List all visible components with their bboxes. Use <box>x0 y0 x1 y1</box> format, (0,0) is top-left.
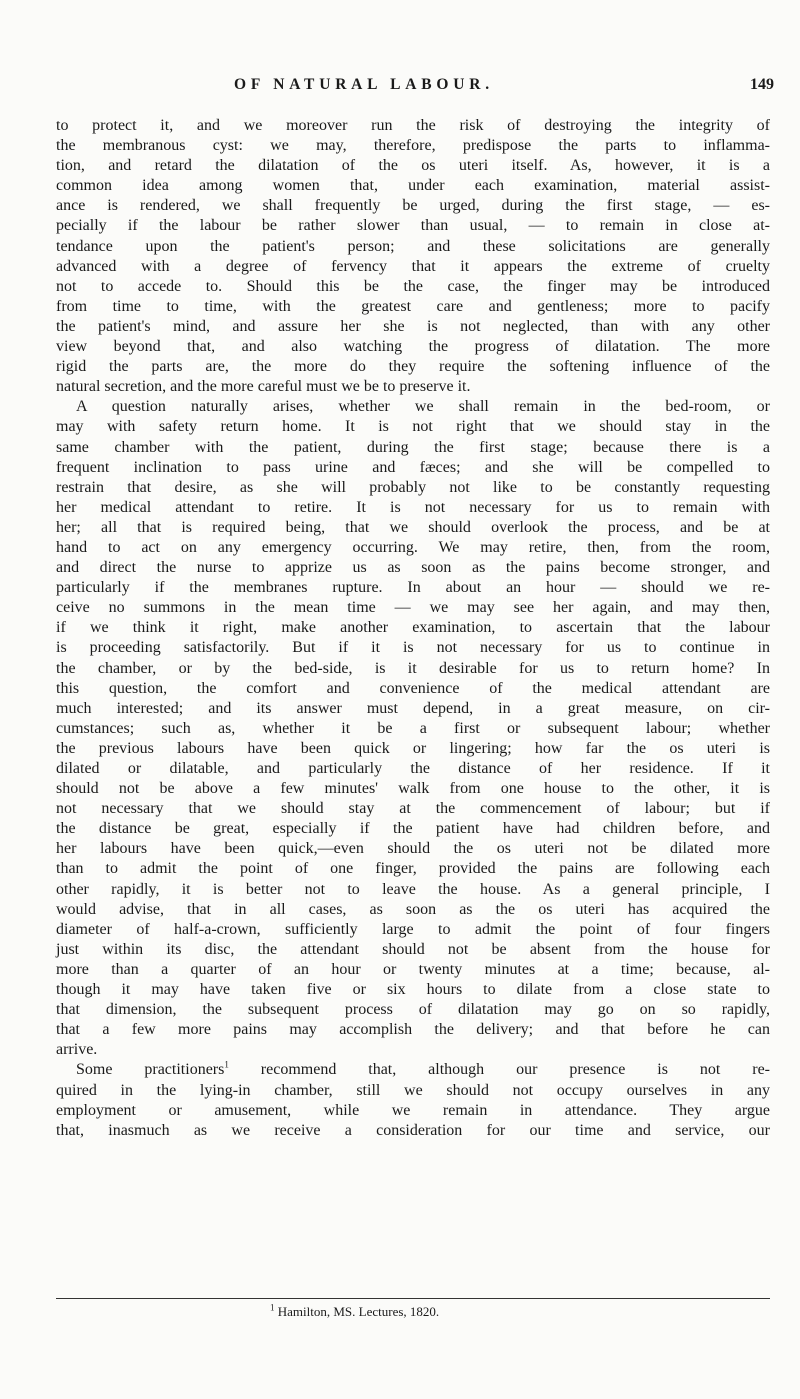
text-line: than to admit the point of one finger, provided the pains are following each <box>56 860 770 878</box>
text-line: and direct the nurse to apprize us as soon as the pains become stronger, and <box>56 559 770 577</box>
text-line: the chamber, or by the bed-side, is it desirable for us to return home? In <box>56 659 770 677</box>
text-line: pecially if the labour be rather slower than usual, — to remain in close at- <box>56 217 770 235</box>
text-line: her labours have been quick,—even should the os uteri not be dilated more <box>56 840 770 858</box>
text-line: advanced with a degree of fervency that it appears the extreme of cruelty <box>56 257 770 275</box>
text-line: the distance be great, especially if the patient have had children before, and <box>56 820 770 838</box>
text-line: rigid the parts are, the more do they require the softening influence of the <box>56 358 770 376</box>
text-line: may with safety return home. It is not right that we should stay in the <box>56 418 770 436</box>
text-line: employment or amusement, while we remain in attendance. They argue <box>56 1101 770 1119</box>
text-line: should not be above a few minutes' walk from one house to the other, it is <box>56 780 770 798</box>
text-line: just within its disc, the attendant should not be absent from the house for <box>56 940 770 958</box>
text-line: her; all that is required being, that we should overlook the process, and be at <box>56 518 770 536</box>
text-line: much interested; and its answer must depend, in a great measure, on cir- <box>56 699 770 717</box>
footnote-text: Hamilton, MS. Lectures, 1820. <box>274 1304 440 1319</box>
text-line: frequent inclination to pass urine and fæces; and she will be compelled to <box>56 458 770 476</box>
text-line: arrive. <box>56 1041 98 1059</box>
text-line: hand to act on any emergency occurring. We may retire, then, from the room, <box>56 538 770 556</box>
text-line: not to accede to. Should this be the case, the finger may be introduced <box>56 277 770 295</box>
text-line: view beyond that, and also watching the progress of dilatation. The more <box>56 338 770 356</box>
body-text <box>56 116 770 1141</box>
text-line: other rapidly, it is better not to leave the house. As a general principle, I <box>56 880 770 898</box>
text-line: tion, and retard the dilatation of the os uteri itself. As, however, it is a <box>56 157 770 175</box>
text-line: the previous labours have been quick or lingering; how far the os uteri is <box>56 739 770 757</box>
text-fragment: Some practitioners <box>76 1061 225 1079</box>
running-head-title: OF NATURAL LABOUR. <box>234 76 494 93</box>
footnote-marker: 1 <box>270 1302 275 1313</box>
text-line: her medical attendant to retire. It is not necessary for us to remain with <box>56 498 770 516</box>
text-line: more than a quarter of an hour or twenty minutes at a time; because, al- <box>56 960 770 978</box>
text-line: particularly if the membranes rupture. In about an hour — should we re- <box>56 579 770 597</box>
text-line: ceive no summons in the mean time — we may see her again, and may then, <box>56 599 770 617</box>
text-line: that, inasmuch as we receive a consideration for our time and service, our <box>56 1121 770 1139</box>
text-line: this question, the comfort and convenience of the medical attendant are <box>56 679 770 697</box>
text-fragment: recommend that, although our presence is not re- <box>228 1061 771 1079</box>
footnote-divider <box>56 1298 770 1299</box>
text-line: though it may have taken five or six hours to dilate from a close state to <box>56 981 770 999</box>
text-line: dilated or dilatable, and particularly the distance of her residence. If it <box>56 760 770 777</box>
text-line: from time to time, with the greatest care and gentleness; more to pacify <box>56 297 770 315</box>
footnote-reference[interactable]: 1 <box>224 1060 229 1071</box>
text-line: cumstances; such as, whether it be a first or subsequent labour; whether <box>56 719 770 737</box>
text-line: common idea among women that, under each examination, material assist- <box>56 177 770 195</box>
text-line: quired in the lying-in chamber, still we should not occupy ourselves in any <box>56 1081 770 1099</box>
running-head <box>0 76 800 100</box>
footnote <box>270 1304 439 1320</box>
page-number: 149 <box>750 76 774 93</box>
text-line: diameter of half-a-crown, sufficiently large to admit the point of four fingers <box>56 920 770 938</box>
text-line: if we think it right, make another examination, to ascertain that the labour <box>56 619 770 637</box>
text-line: A question naturally arises, whether we shall remain in the bed-room, or <box>76 398 770 416</box>
text-line: the membranous cyst: we may, therefore, predispose the parts to inflamma- <box>56 137 770 155</box>
text-line: ance is rendered, we shall frequently be urged, during the first stage, — es- <box>56 197 770 215</box>
text-line: the patient's mind, and assure her she is not neglected, than with any other <box>56 317 770 335</box>
text-line <box>56 1060 770 1080</box>
text-line: not necessary that we should stay at the commencement of labour; but if <box>56 800 770 818</box>
text-line: natural secretion, and the more careful must we be to preserve it. <box>56 378 471 396</box>
text-line: restrain that desire, as she will probably not like to be constantly requesting <box>56 478 770 496</box>
text-line: that a few more pains may accomplish the delivery; and that before he can <box>56 1021 770 1039</box>
text-line: to protect it, and we moreover run the risk of destroying the integrity of <box>56 117 770 134</box>
text-line: same chamber with the patient, during the first stage; because there is a <box>56 438 770 456</box>
text-line: that dimension, the subsequent process of dilatation may go on so rapidly, <box>56 1001 770 1019</box>
text-line: would advise, that in all cases, as soon as the os uteri has acquired the <box>56 900 770 918</box>
text-line: is proceeding satisfactorily. But if it is not necessary for us to continue in <box>56 639 770 657</box>
text-line: tendance upon the patient's person; and these solicitations are generally <box>56 237 770 255</box>
